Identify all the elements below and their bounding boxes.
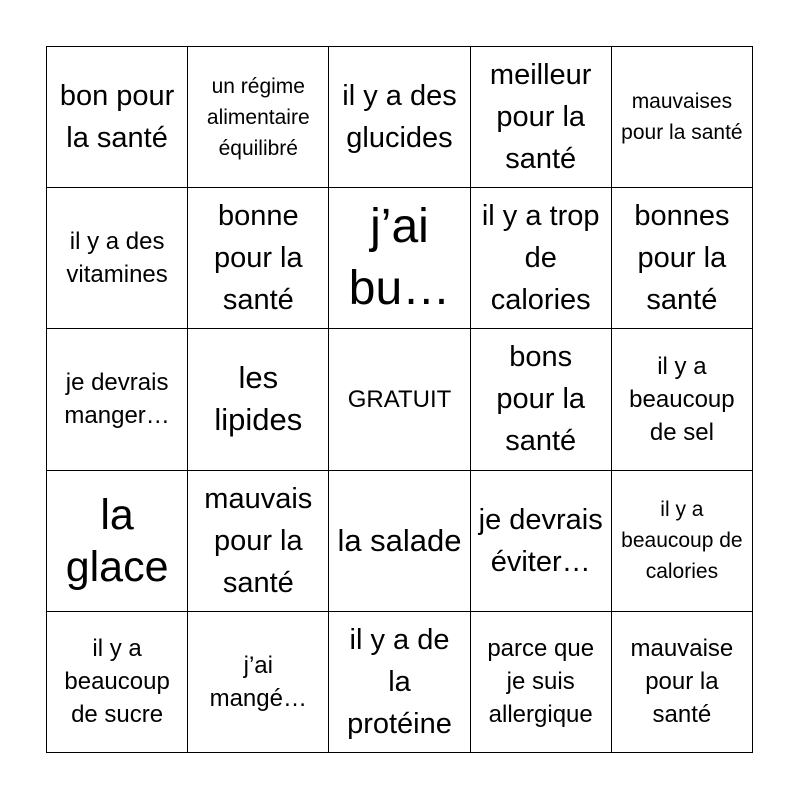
cell-text: il y a beaucoup de sel <box>629 352 735 446</box>
bingo-cell[interactable] <box>329 188 470 329</box>
cell-text: bonne pour la santé <box>213 200 303 317</box>
cell-text: bonnes pour la santé <box>634 200 730 317</box>
cell-text: il y a des glucides <box>342 80 457 155</box>
cell-text: la salade <box>337 522 462 558</box>
cell-text: la glace <box>65 490 169 591</box>
cell-text: il y a beaucoup de calories <box>621 498 743 584</box>
bingo-cell[interactable] <box>612 612 753 753</box>
cell-text: les lipides <box>214 360 303 438</box>
bingo-card <box>46 46 753 753</box>
bingo-cell[interactable] <box>47 47 188 188</box>
bingo-cell[interactable] <box>47 612 188 753</box>
bingo-cell[interactable] <box>471 188 612 329</box>
bingo-cell[interactable] <box>471 47 612 188</box>
bingo-cell[interactable] <box>188 329 329 470</box>
cell-text: meilleur pour la santé <box>489 59 592 176</box>
cell-text: bon pour la santé <box>59 80 175 155</box>
bingo-cell[interactable] <box>329 471 470 612</box>
free-space[interactable] <box>329 329 470 470</box>
cell-text: mauvaise pour la santé <box>630 635 734 729</box>
cell-text: je devrais manger… <box>64 369 170 430</box>
bingo-cell[interactable] <box>612 188 753 329</box>
bingo-cell[interactable] <box>188 471 329 612</box>
cell-text: il y a beaucoup de sucre <box>64 635 170 729</box>
cell-text: j’ai bu… <box>348 200 451 316</box>
bingo-cell[interactable] <box>188 47 329 188</box>
cell-text: je devrais éviter… <box>478 503 603 578</box>
bingo-cell[interactable] <box>471 612 612 753</box>
bingo-cell[interactable] <box>471 329 612 470</box>
bingo-cell[interactable] <box>47 329 188 470</box>
bingo-cell[interactable] <box>47 471 188 612</box>
bingo-cell[interactable] <box>188 612 329 753</box>
cell-text: il y a trop de calories <box>481 200 600 317</box>
free-space-label: GRATUIT <box>347 385 452 413</box>
bingo-cell[interactable] <box>612 47 753 188</box>
cell-text: parce que je suis allergique <box>487 635 595 729</box>
cell-text: j’ai mangé… <box>209 651 307 712</box>
cell-text: il y a de la protéine <box>347 623 452 740</box>
bingo-cell[interactable] <box>329 612 470 753</box>
cell-text: mauvaises pour la santé <box>621 90 743 145</box>
cell-text: un régime alimentaire équilibré <box>206 74 310 160</box>
bingo-cell[interactable] <box>329 47 470 188</box>
bingo-cell[interactable] <box>612 329 753 470</box>
bingo-cell[interactable] <box>471 471 612 612</box>
bingo-cell[interactable] <box>188 188 329 329</box>
bingo-cell[interactable] <box>47 188 188 329</box>
cell-text: mauvais pour la santé <box>204 482 313 599</box>
cell-text: il y a des vitamines <box>66 228 168 289</box>
bingo-cell[interactable] <box>612 471 753 612</box>
cell-text: bons pour la santé <box>496 341 586 458</box>
